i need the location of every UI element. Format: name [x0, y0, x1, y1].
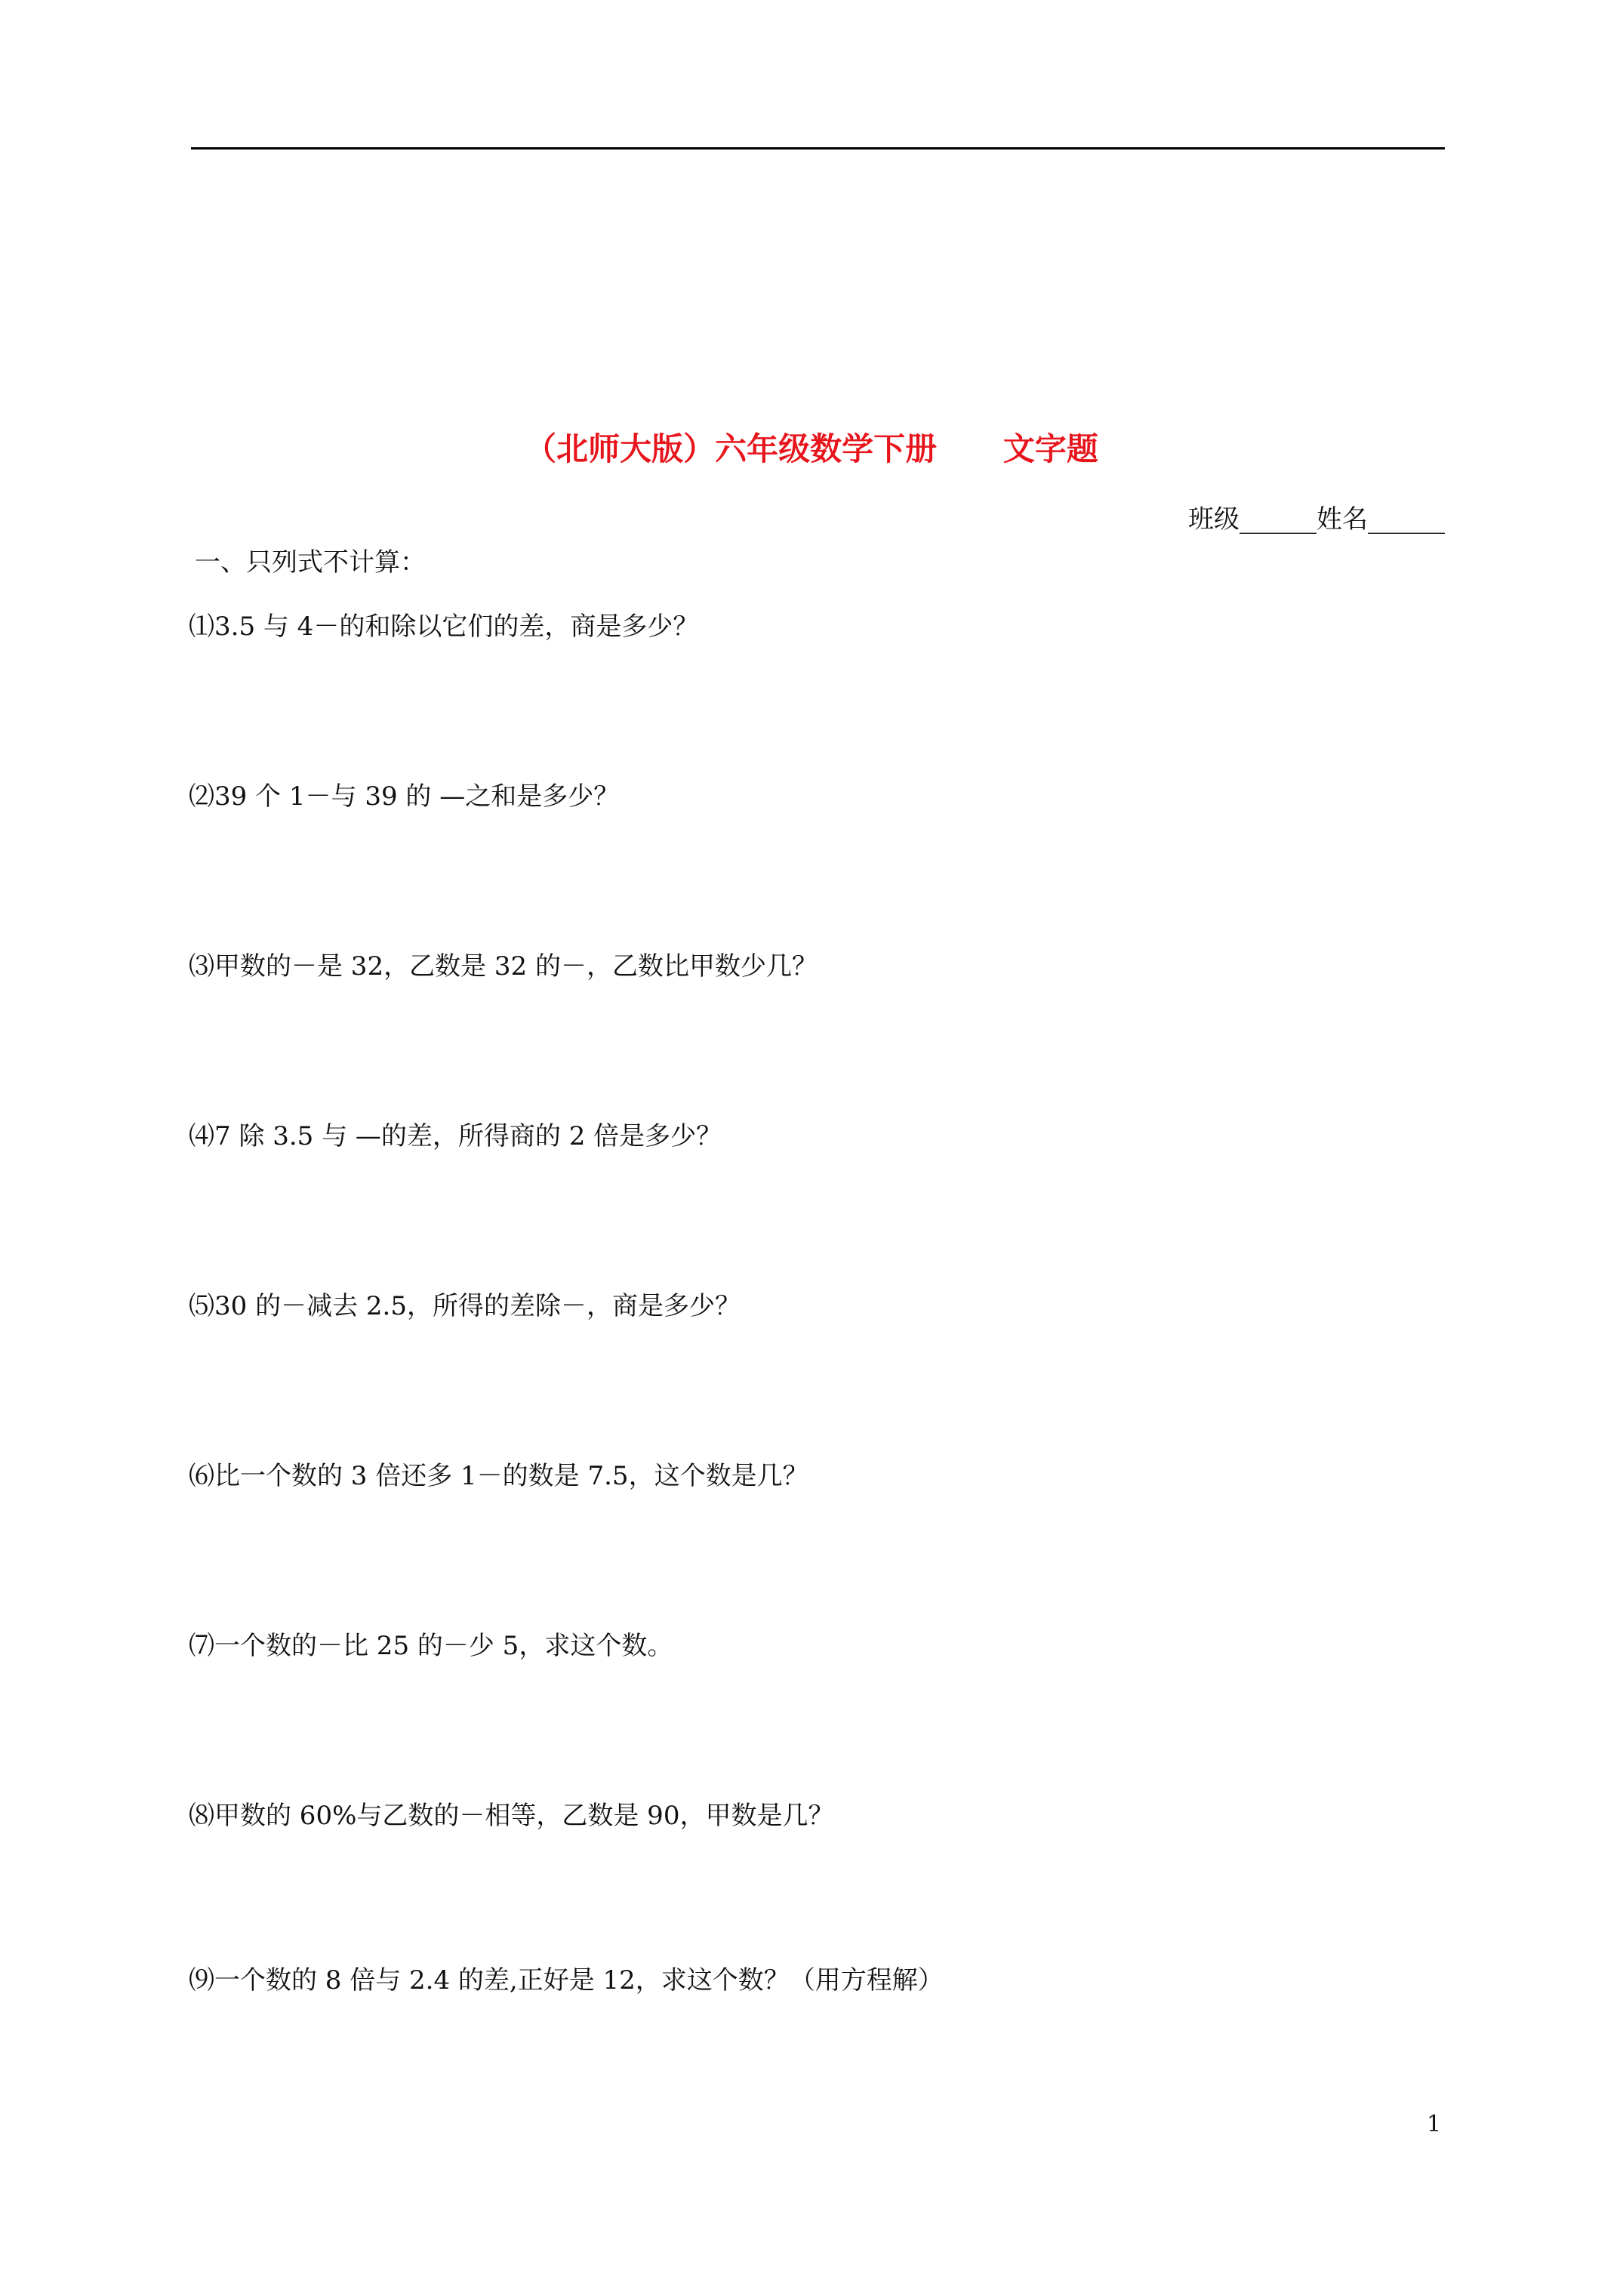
class-name-fields: 班级______姓名______: [1188, 504, 1445, 535]
question-1: ⑴3.5 与 4－的和除以它们的差，商是多少？: [189, 612, 699, 642]
document-title: （北师大版）六年级数学下册 文字题: [525, 430, 1098, 467]
question-6: ⑹比一个数的 3 倍还多 1－的数是 7.5，这个数是几？: [189, 1461, 808, 1491]
section-heading: 一、只列式不计算：: [195, 547, 426, 578]
question-9: ⑼一个数的 8 倍与 2.4 的差,正好是 12，求这个数？（用方程解）: [189, 1965, 944, 1996]
question-7: ⑺一个数的－比 25 的－少 5，求这个数。: [189, 1631, 673, 1661]
header-rule: [191, 147, 1445, 149]
page-number: 1: [1427, 2111, 1442, 2137]
question-2: ⑵39 个 1－与 39 的 —之和是多少？: [189, 781, 620, 812]
question-3: ⑶甲数的－是 32，乙数是 32 的－，乙数比甲数少几？: [189, 951, 818, 982]
question-4: ⑷7 除 3.5 与 —的差，所得商的 2 倍是多少？: [189, 1121, 722, 1151]
question-8: ⑻甲数的 60%与乙数的－相等，乙数是 90，甲数是几？: [189, 1801, 834, 1831]
question-5: ⑸30 的－减去 2.5，所得的差除－，商是多少？: [189, 1291, 741, 1321]
